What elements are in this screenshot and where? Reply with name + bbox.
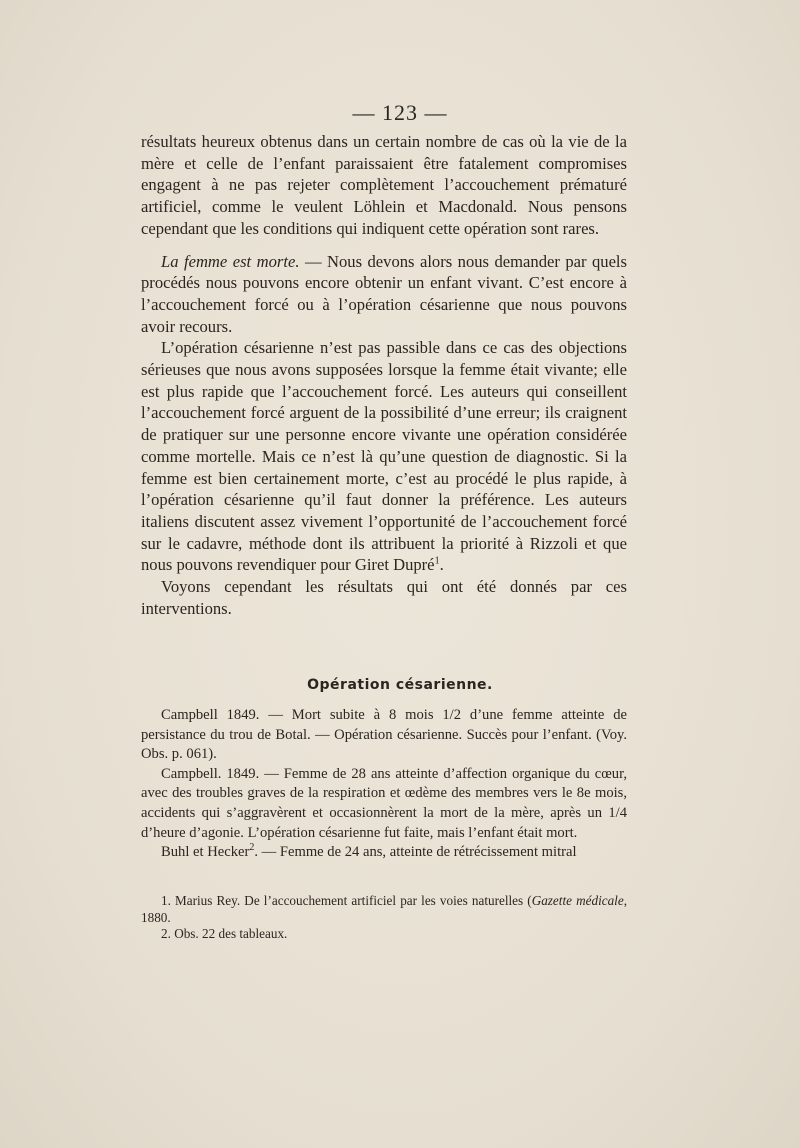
paragraph-text: — Nous devons alors nous demander par quels procédés nous pouvons encore obtenir un enfant vivant. C’est encore à l’accouchement forcé ou à l’opération césarienne que nous pouvons avoir recours. [141, 251, 627, 336]
section-title: Opération césarienne. [307, 677, 493, 693]
paragraph-text: L’opération césarienne n’est pas passible dans ce cas des objections sérieuses que nous avons supposées lorsque la femme était vivante; elle est plus rapide que l’accouchement forcé. Les auteurs qui conseillent l’accouchement forcé arguent de la possibilité d’une erreur; ils craignent de pratiquer sur une personne encore vivante une opération considérée comme mortelle. Mais ce n’est là qu’une question de diagnostic. Si la femme est bien certainement morte, c’est au procédé le plus rapide, à l’opération césarienne qu’il faut donner la préférence. Les auteurs italiens discutent assez vivement l’opportunité de l’accouchement forcé sur le cadavre, méthode dont ils attribuent la priorité à Rizzoli et que nous pouvons revendiquer pour Giret Dupré [141, 338, 627, 575]
observations [141, 706, 627, 863]
footnote: 1. Marius Rey. De l’accouchement artificiel par les voies naturelles (Gazette médicale, 1880. [141, 893, 627, 925]
footnote: 2. Obs. 22 des tableaux. [161, 926, 288, 941]
paragraph: L’opération césarienne n’est pas passible dans ce cas des objections sérieuses que nous avons supposées lorsque la femme était vivante; elle est plus rapide que l’accouchement forcé. Les auteurs qui conseillent l’accouchement forcé arguent de la possibilité d’une erreur; ils craignent de pratiquer sur une personne encore vivante une opération considérée comme mortelle. Mais ce n’est là qu’une question de diagnostic. Si la femme est bien certainement morte, c’est au procédé le plus rapide, à l’opération césarienne qu’il faut donner la préférence. Les auteurs italiens discutent assez vivement l’opportunité de l’accouchement forcé sur le cadavre, méthode dont ils attribuent la priorité à Rizzoli et que nous pouvons revendiquer pour Giret Dupré$^1$. [141, 338, 627, 575]
page-number: — 123 — [352, 100, 448, 125]
observation-entry: Campbell. 1849. — Femme de 28 ans atteinte d’affection organique du cœur, avec des troubles graves de la respiration et œdème des membres vers le 8e mois, accidents qui s’aggravèrent et occasionnèrent la mort de la mère, après un 1/4 d’heure d’agonie. L’opération césarienne fut faite, mais l’enfant était mort. [141, 765, 627, 841]
footnote-ref: 2 [249, 842, 255, 854]
main-text [141, 131, 627, 619]
paragraph: résultats heureux obtenus dans un certain nombre de cas où la vie de la mère et celle de l’enfant paraissaient être fatalement compromises engagent à ne pas rejeter complètement l’accouchement prématuré artificiel, comme le veulent Löhlein et Macdonald. Nous pensons cependant que les conditions qui indiquent cette opération sont rares. [141, 132, 627, 238]
paragraph-lead-italic: La femme est morte. [161, 251, 300, 271]
footnotes [141, 893, 627, 943]
paragraph [141, 251, 627, 338]
footnote-ref: 1 [434, 555, 440, 567]
observation-entry: Buhl et Hecker$^2$. — Femme de 24 ans, atteinte de rétrécissement mitral [161, 842, 577, 861]
observation-entry: Campbell 1849. — Mort subite à 8 mois 1/2 d’une femme atteinte de persistance du trou de Botal. — Opération césarienne. Succès pour l’enfant. (Voy. Obs. p. 061). [141, 707, 627, 763]
paragraph: Voyons cependant les résultats qui ont été donnés par ces interventions. [141, 577, 627, 618]
